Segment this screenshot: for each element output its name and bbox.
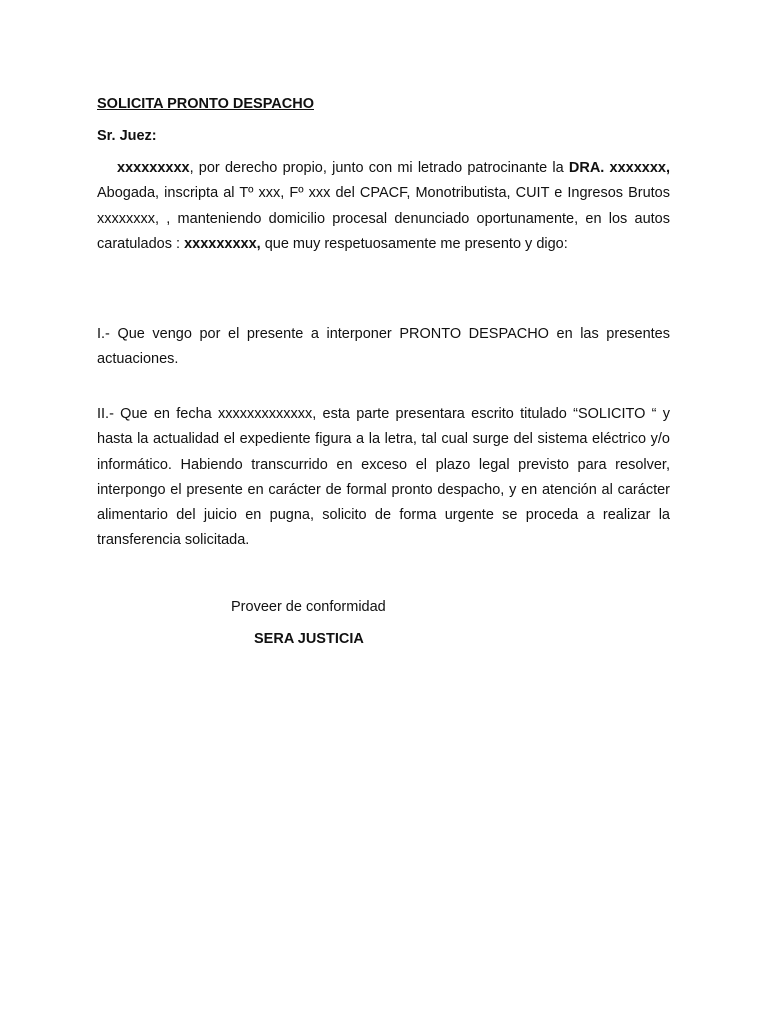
paragraph-two: II.- Que en fecha xxxxxxxxxxxxx, esta parte presentara escrito titulado “SOLICITO “ y hasta la actualidad el expediente figura a la letra, tal cual surge del sistema eléctrico y/o informático. Habiendo transcurrido en exceso el plazo legal previsto para resolver, interpongo el presente en carácter de formal pronto despacho, y en atención al carácter alimentario del juicio en pugna, solicito de forma urgente se proceda a realizar la transferencia solicitada. bbox=[97, 406, 670, 549]
paragraph-presentation bbox=[97, 156, 670, 257]
document-title: SOLICITA PRONTO DESPACHO bbox=[97, 96, 314, 112]
salutation: Sr. Juez: bbox=[97, 128, 157, 144]
presentation-text-2: Abogada, inscripta al Tº xxx, Fº xxx del CPACF, Monotributista, CUIT e Ingresos Brutos xxxxxxxx, , manteniendo domicilio procesal denunciado oportunamente, en los autos caratulados : bbox=[97, 185, 670, 252]
lawyer-name: DRA. xxxxxxx, bbox=[568, 160, 670, 176]
closing-justice: SERA JUSTICIA bbox=[254, 631, 364, 647]
closing-request: Proveer de conformidad bbox=[231, 599, 386, 615]
presentation-text-3: que muy respetuosamente me presento y digo: bbox=[260, 235, 568, 252]
paragraph-one: I.- Que vengo por el presente a interponer PRONTO DESPACHO en las presentes actuaciones. bbox=[97, 326, 670, 368]
case-name: xxxxxxxxx, bbox=[184, 235, 261, 252]
document-body bbox=[97, 94, 670, 647]
presentation-text-1: , por derecho propio, junto con mi letrado patrocinante la bbox=[189, 160, 569, 176]
party-name: xxxxxxxxx bbox=[117, 160, 190, 176]
